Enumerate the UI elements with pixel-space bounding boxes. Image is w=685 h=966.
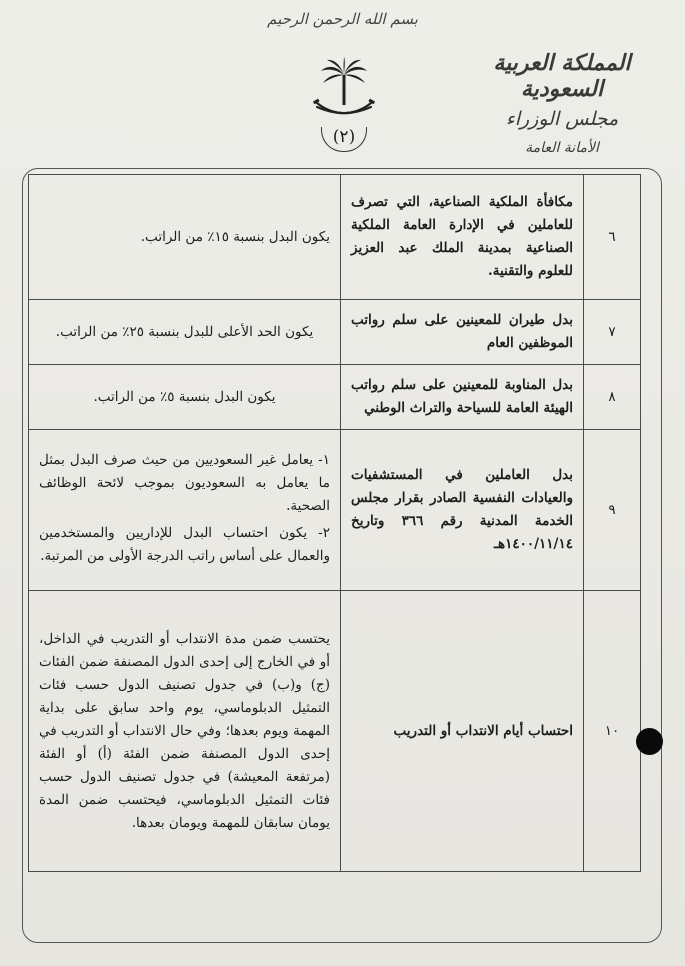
table-row [29,591,641,872]
table-row [29,430,641,591]
allowance-rule: يحتسب ضمن مدة الانتداب أو التدريب في الداخل، أو في الخارج إلى إحدى الدول المصنفة ضمن الفئات (ج) و(ب) في جدول تصنيف الدول حسب فئات التمثيل الدبلوماسي، يوم واحد سابق على بداية المهمة ويوم بعدها؛ وفي حال الانتداب أو التدريب في إحدى الدول المصنفة ضمن الفئة (أ) أو الفئة (مرتفعة المعيشة) في جدول تصنيف الدول حسب فئات التمثيل الدبلوماسي، فيحتسب ضمن المدة يومان سابقان للمهمة ويومان بعدها. [29,591,341,872]
row-number: ٦ [584,175,641,300]
allowance-rule: يكون البدل بنسبة ٥٪ من الراتب. [29,365,341,430]
allowance-rule: يكون الحد الأعلى للبدل بنسبة ٢٥٪ من الراتب. [29,300,341,365]
rule-item: ١- يعامل غير السعوديين من حيث صرف البدل بمثل ما يعامل به السعوديون بموجب لائحة الوظائف الصحية. [39,451,330,514]
allowances-table [28,174,641,872]
row-number: ٩ [584,430,641,591]
basmala: بسم الله الرحمن الرحيم [267,10,418,28]
letterhead [457,50,667,156]
allowance-rule: يكون البدل بنسبة ١٥٪ من الراتب. [29,175,341,300]
row-number: ٨ [584,365,641,430]
allowance-name: مكافأة الملكية الصناعية، التي تصرف للعاملين في الإدارة العامة الملكية الصناعية بمدينة الملك عبد العزيز للعلوم والتقنية. [341,175,584,300]
allowance-name: بدل طيران للمعينين على سلم رواتب الموظفين العام [341,300,584,365]
secretariat-name: الأمانة العامة [525,140,599,156]
black-dot-marker [636,728,663,755]
rule-item: ٢- يكون احتساب البدل للإداريين والمستخدمين والعمال على أساس راتب الدرجة الأولى من المرتبة. [39,524,330,564]
council-name: مجلس الوزراء [505,108,619,130]
page-number: (٢) [321,127,367,152]
saudi-emblem-icon [309,55,379,125]
row-number: ١٠ [584,591,641,872]
allowance-name: بدل المناوبة للمعينين على سلم رواتب الهيئة العامة للسياحة والتراث الوطني [341,365,584,430]
row-number: ٧ [584,300,641,365]
table-row [29,365,641,430]
kingdom-name: المملكة العربية السعودية [493,50,631,102]
allowance-name: احتساب أيام الانتداب أو التدريب [341,591,584,872]
allowance-name: بدل العاملين في المستشفيات والعيادات النفسية الصادر بقرار مجلس الخدمة المدنية رقم ٣٦٦ وتاريخ ١٤٠٠/١١/١٤هـ [341,430,584,591]
table-row [29,300,641,365]
table-row [29,175,641,300]
allowance-rule [29,430,341,591]
